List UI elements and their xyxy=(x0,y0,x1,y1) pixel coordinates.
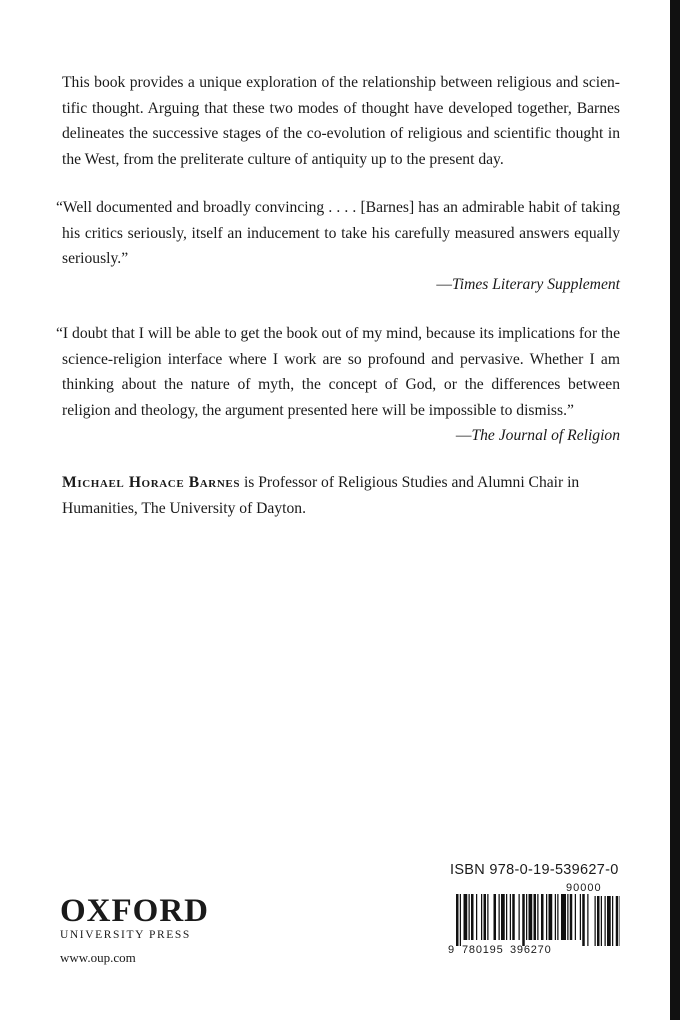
barcode-bar xyxy=(481,894,482,940)
publisher-press: UNIVERSITY PRESS xyxy=(60,929,191,941)
barcode-bar xyxy=(456,894,459,946)
barcode-bar xyxy=(494,894,497,940)
barcode-bar xyxy=(522,894,525,946)
review-quote xyxy=(56,195,620,297)
barcode-bar xyxy=(512,894,515,940)
attribution-dash: — xyxy=(436,275,452,293)
barcode-addon-bar xyxy=(601,896,602,946)
barcode-bar xyxy=(541,894,544,940)
book-blurb: This book provides a unique exploration of the relationship between religious and scien-tific thought. Arguing that these two modes of thought have developed together, Barnes delineates the successive stages of the co-evolution of religious and scientific thought in the West, from the preliterate culture of antiquity up to the present day. xyxy=(62,74,620,168)
barcode-bar xyxy=(587,894,588,946)
barcode-bar xyxy=(501,894,505,940)
barcode-bar xyxy=(476,894,477,940)
barcode-bar xyxy=(464,894,468,940)
barcode-bar xyxy=(549,894,553,940)
barcode-bar xyxy=(567,894,568,940)
barcode-addon-bar xyxy=(597,896,600,946)
barcode-bar xyxy=(460,894,461,946)
barcode-addon-bar xyxy=(616,896,619,946)
attribution-dash: — xyxy=(455,427,472,444)
barcode-lead-digit: 9 xyxy=(448,944,455,956)
barcode-bar xyxy=(582,894,585,946)
quote-text: “Well documented and broadly convincing . . . . [Barnes] has an admirable habit of taking his critics seriously, itself an inducement to take his carefully measured answers equally seriously.” xyxy=(56,199,620,267)
publisher-block xyxy=(60,893,209,966)
barcode-bar xyxy=(546,894,547,940)
quote-attribution xyxy=(56,272,620,298)
barcode-bar xyxy=(519,894,520,940)
barcode-bar xyxy=(561,894,566,940)
barcode-bar xyxy=(471,894,474,940)
author-bio xyxy=(62,470,620,521)
barcode-bar xyxy=(529,894,533,940)
barcode-addon-bar xyxy=(607,896,611,946)
barcode-bar xyxy=(580,894,581,940)
barcode-bar xyxy=(537,894,538,940)
barcode-bar xyxy=(484,894,487,940)
barcode-group2: 396270 xyxy=(510,944,552,956)
barcode-bar xyxy=(499,894,500,940)
barcode-bar xyxy=(557,894,558,940)
barcode-bar xyxy=(575,894,576,940)
quote-source: Times Literary Supplement xyxy=(451,275,620,293)
barcode-bar xyxy=(469,894,470,940)
barcode-addon-bar xyxy=(605,896,606,946)
barcode-group1: 780195 xyxy=(462,944,504,956)
publisher-url: www.oup.com xyxy=(60,950,136,965)
quote-source: The Journal of Religion xyxy=(471,427,620,444)
author-name: Michael Horace Barnes xyxy=(62,474,241,491)
barcode-bar xyxy=(510,894,511,940)
quote-text: “I doubt that I will be able to get the book out of my mind, because its implications for the science-religion interface where I work are so profound and pervasive. Whether I am thinking about the nature of myth, the concept of God, or the differences between religion and theology, the argument presented here will be impossible to dismiss.” xyxy=(56,325,620,419)
barcode-bar xyxy=(487,894,488,940)
price-code: 90000 xyxy=(566,882,602,894)
barcode-addon-bar xyxy=(612,896,613,946)
quote-attribution xyxy=(56,423,620,449)
barcode-bar xyxy=(570,894,573,940)
barcode-addon-bar xyxy=(595,896,596,946)
barcode-bar xyxy=(555,894,556,940)
publisher-logo: OXFORD xyxy=(60,893,209,929)
spine-edge xyxy=(670,0,680,1020)
review-quote xyxy=(56,321,620,449)
author-bio-text: is Professor of Religious Studies and Alumni Chair in Humanities, The University of Dayton. xyxy=(62,474,580,517)
isbn-label: ISBN 978-0-19-539627-0 xyxy=(450,862,619,878)
barcode-bar xyxy=(526,894,527,940)
barcode-bar xyxy=(506,894,507,940)
barcode-addon-bar xyxy=(620,896,621,946)
barcode-bar xyxy=(534,894,537,940)
barcode-graphic xyxy=(448,894,620,948)
